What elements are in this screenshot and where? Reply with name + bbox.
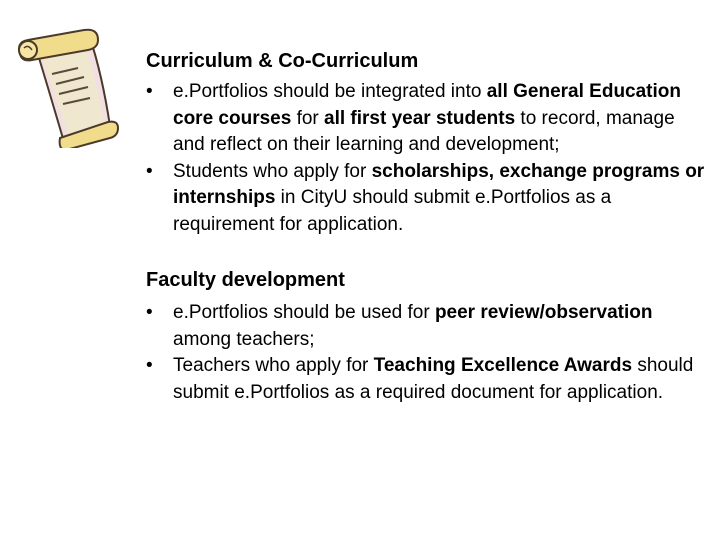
section-curriculum — [146, 48, 706, 238]
bullet-list — [146, 300, 706, 406]
bullet-list — [146, 79, 706, 238]
text-run: Students who apply for — [173, 160, 372, 182]
bullet-item — [146, 353, 706, 406]
text-run: among teachers; — [173, 328, 315, 350]
bullet-item — [146, 159, 706, 239]
bullet-item — [146, 300, 706, 353]
slide-content — [146, 48, 706, 406]
bold-text: all General Education core courses — [173, 81, 681, 129]
bullet-item — [146, 79, 706, 159]
text-run: e.Portfolios should be integrated into — [173, 81, 487, 102]
text-run: Teachers who apply for — [173, 355, 374, 376]
section-faculty — [146, 267, 706, 406]
bullet-glyph: • — [146, 160, 153, 182]
text-run: in CityU should submit e.Portfolios as a requirement for application. — [173, 187, 612, 235]
section-heading: Curriculum & Co-Curriculum — [146, 50, 419, 72]
paper-scroll-icon — [6, 14, 124, 148]
text-run: should submit e.Portfolios as a required document for application. — [173, 355, 694, 403]
text-run: e.Portfolios should be used for — [173, 302, 435, 323]
bullet-glyph: • — [146, 81, 153, 102]
bullet-glyph: • — [146, 302, 153, 323]
section-heading: Faculty development — [146, 269, 345, 291]
text-run: for — [291, 107, 325, 129]
bold-text: scholarships, exchange programs or internships — [173, 160, 705, 208]
bold-text: peer review/observation — [434, 302, 653, 323]
bullet-glyph: • — [146, 355, 153, 376]
bold-text: all first year students — [324, 107, 516, 129]
text-run: to record, manage and reflect on their learning and development; — [173, 107, 675, 155]
bold-text: Teaching Excellence Awards — [373, 355, 633, 376]
